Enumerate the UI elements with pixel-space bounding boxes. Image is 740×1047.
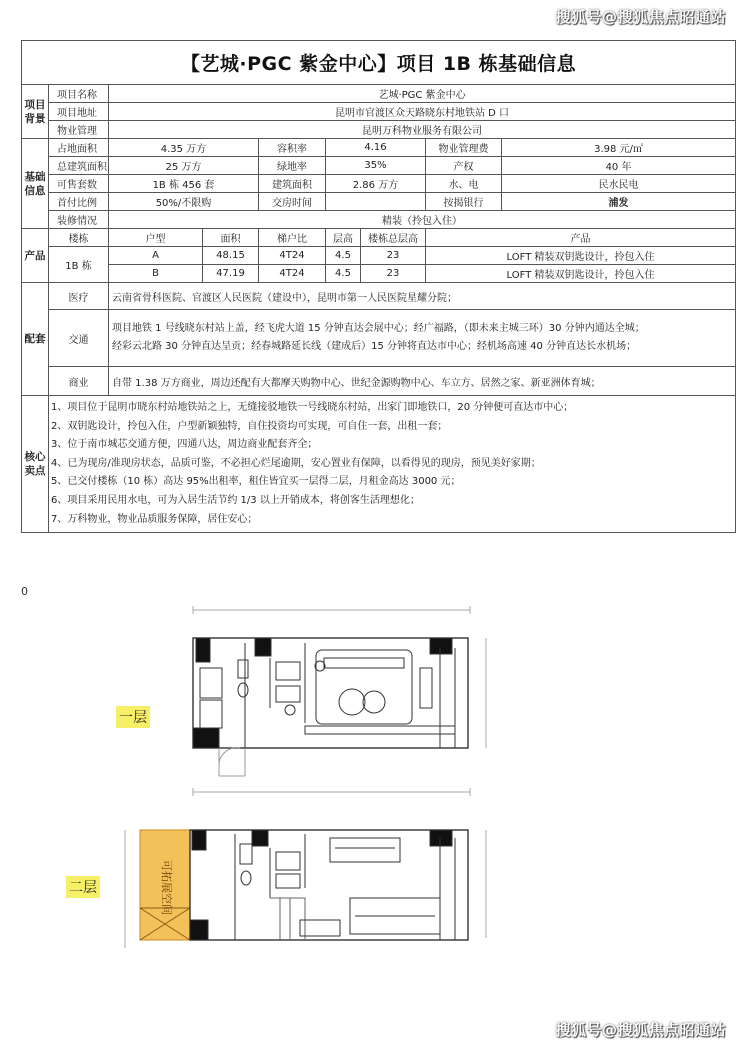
cell-value: 40 年 (502, 157, 736, 175)
column-header: 梯户比 (259, 229, 326, 247)
category-product: 产品 (22, 229, 49, 283)
table-cell: 48.15 (203, 247, 259, 265)
cell-value: 25 万方 (109, 157, 259, 175)
row-label: 交房时间 (259, 193, 326, 211)
traffic-line: 项目地铁 1 号线晓东村站上盖，经飞虎大道 15 分钟直达会展中心；经广福路，（即未来主城三环）30 分钟内通达全城； (112, 323, 645, 334)
list-item: 4、已为现房/准现房状态，品质可鉴，不必担心烂尾逾期，安心置业有保障，以看得见的现房，预见美好家期； (51, 457, 541, 469)
list-item: 3、位于南市城芯交通方便，四通八达，周边商业配套齐全； (51, 439, 318, 451)
row-label: 医疗 (49, 283, 109, 310)
column-header: 楼栋 (49, 229, 109, 247)
project-address-value: 昆明市官渡区众天路晓东村地铁站 D 口 (109, 103, 736, 121)
table-cell: LOFT 精装双钥匙设计，拎包入住 (426, 265, 736, 283)
table-cell: 23 (361, 247, 426, 265)
watermark-top: 搜狐号@搜狐焦点昭通站 (555, 8, 726, 26)
info-sheet (21, 40, 735, 533)
traffic-value (109, 310, 736, 367)
cell-value: 35% (326, 157, 426, 175)
building-cell: 1B 栋 (49, 247, 109, 283)
row-label: 首付比例 (49, 193, 109, 211)
column-header: 层高 (326, 229, 361, 247)
info-table (21, 40, 736, 533)
separator-text: 0 (21, 585, 28, 598)
selling-points-list (49, 396, 736, 533)
row-label: 项目地址 (49, 103, 109, 121)
medical-value: 云南省骨科医院、官渡区人民医院（建设中），昆明市第一人民医院星耀分院； (109, 283, 736, 310)
row-label: 容积率 (259, 139, 326, 157)
category-background: 项目背景 (22, 85, 49, 139)
page-title: 【艺城·PGC 紫金中心】项目 1B 栋基础信息 (22, 41, 736, 85)
row-label: 总建筑面积 (49, 157, 109, 175)
list-item: 5、已交付楼栋（10 栋）高达 95%出租率，租住皆宜买一层得二层，月租金高达 3000 元； (51, 476, 461, 488)
table-cell: 47.19 (203, 265, 259, 283)
table-cell: A (109, 247, 203, 265)
floor-plans (0, 598, 740, 1018)
category-basic: 基础信息 (22, 139, 49, 229)
cell-value: 2.86 万方 (326, 175, 426, 193)
row-label: 装修情况 (49, 211, 109, 229)
cell-value: 3.98 元/㎡ (502, 139, 736, 157)
expand-space-label: 可拓展空间 (160, 860, 173, 915)
floor-2-label: 二层 (66, 876, 100, 898)
cell-value: 精装（拎包入住） (109, 211, 736, 229)
cell-value: 4.35 万方 (109, 139, 259, 157)
project-name-value: 艺城·PGC 紫金中心 (109, 85, 736, 103)
cell-value: 民水民电 (502, 175, 736, 193)
row-label: 绿地率 (259, 157, 326, 175)
row-label: 物业管理费 (426, 139, 502, 157)
cell-value (326, 193, 426, 211)
traffic-line: 经彩云北路 30 分钟直达呈贡；经春城路延长线（建成后）15 分钟将直达市中心；经机场高速 40 分钟直达长水机场； (112, 341, 637, 352)
row-label: 建筑面积 (259, 175, 326, 193)
watermark-bottom: 搜狐号@搜狐焦点昭通站 (555, 1021, 726, 1039)
category-selling-points: 核心卖点 (22, 396, 49, 533)
column-header: 产品 (426, 229, 736, 247)
column-header: 面积 (203, 229, 259, 247)
row-label: 项目名称 (49, 85, 109, 103)
column-header: 楼栋总层高 (361, 229, 426, 247)
cell-value: 浦发 (502, 193, 736, 211)
list-item: 2、双钥匙设计，拎包入住，户型新颖独特，自住投资均可实现，可自住一套，出租一套； (51, 420, 448, 432)
row-label: 产权 (426, 157, 502, 175)
commerce-value: 自带 1.38 万方商业，周边还配有大都摩天购物中心、世纪金源购物中心、车立方、居然之家、新亚洲体育城； (109, 367, 736, 396)
cell-value: 50%/不限购 (109, 193, 259, 211)
list-item: 1、项目位于昆明市晓东村站地铁站之上，无缝接驳地铁一号线晓东村站，出家门即地铁口，20 分钟便可直达市中心； (51, 402, 574, 413)
row-label: 物业管理 (49, 121, 109, 139)
floor-1-label: 一层 (116, 706, 150, 728)
row-label: 水、电 (426, 175, 502, 193)
row-label: 按揭银行 (426, 193, 502, 211)
property-management-value: 昆明万科物业服务有限公司 (109, 121, 736, 139)
row-label: 可售套数 (49, 175, 109, 193)
table-cell: 23 (361, 265, 426, 283)
floor-plan-1 (193, 606, 486, 776)
table-cell: 4T24 (259, 265, 326, 283)
row-label: 交通 (49, 310, 109, 367)
floor-plan-2 (125, 788, 486, 948)
table-cell: LOFT 精装双钥匙设计，拎包入住 (426, 247, 736, 265)
table-cell: B (109, 265, 203, 283)
list-item: 6、项目采用民用水电，可为入居生活节约 1/3 以上开销成本，将创客生活理想化； (51, 494, 420, 506)
cell-value: 1B 栋 456 套 (109, 175, 259, 193)
cell-value: 4.16 (326, 139, 426, 157)
table-cell: 4T24 (259, 247, 326, 265)
table-cell: 4.5 (326, 265, 361, 283)
column-header: 户型 (109, 229, 203, 247)
table-cell: 4.5 (326, 247, 361, 265)
list-item: 7、万科物业，物业品质服务保障，居住安心； (51, 513, 258, 525)
floor-plan-drawing (0, 598, 740, 1018)
category-facilities: 配套 (22, 283, 49, 396)
row-label: 商业 (49, 367, 109, 396)
row-label: 占地面积 (49, 139, 109, 157)
